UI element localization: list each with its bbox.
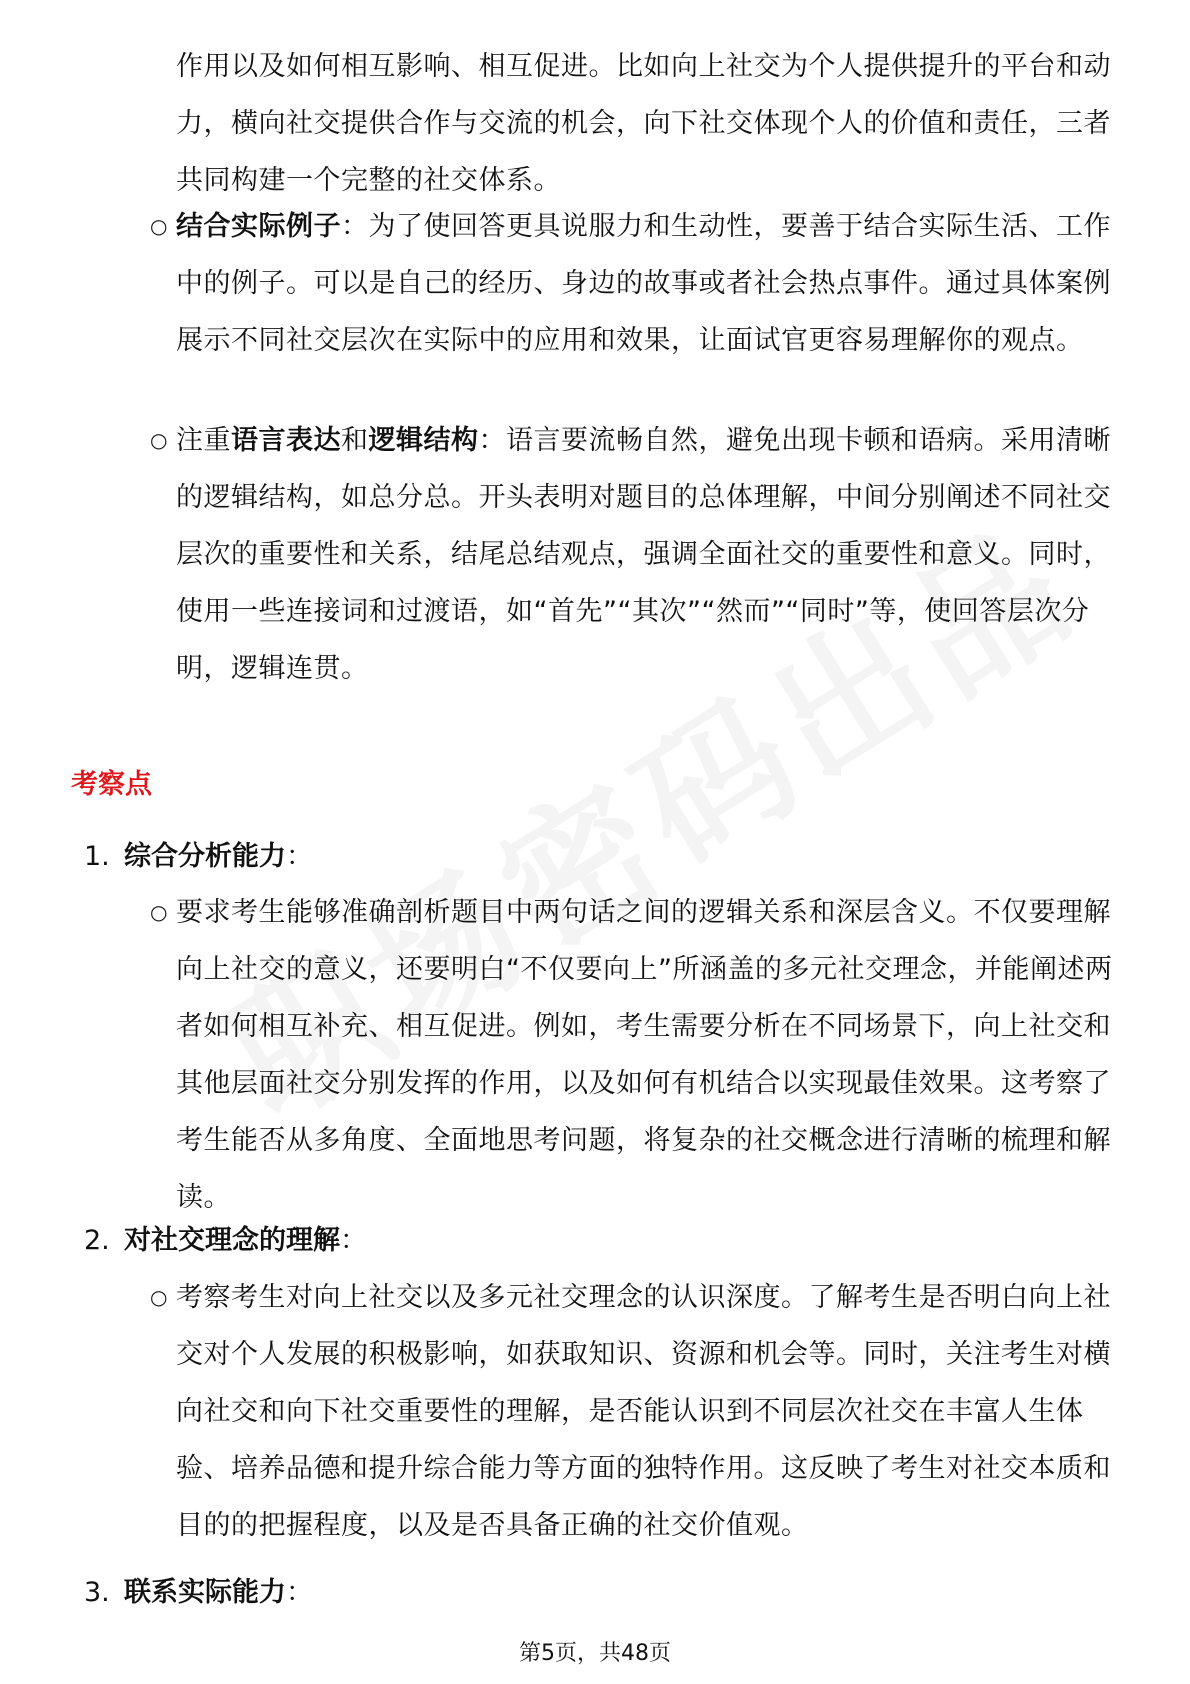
- numbered-item-body: 要求考生能够准确剖析题目中两句话之间的逻辑关系和深层含义。不仅要理解向上社交的意义，还要明白“不仅要向上”所涵盖的多元社交理念，并能阐述两者如何相互补充、相互促进。例如，考生需要分析在不同场景下，向上社交和其他层面社交分别发挥的作用，以及如何有机结合以实现最佳效果。这考察了考生能否从多角度、全面地思考问题，将复杂的社交概念进行清晰的梳理和解读。: [176, 897, 1113, 1213]
- bullet-circle-icon: ○: [150, 214, 168, 238]
- bullet-paragraph: 结合实际例子：为了使回答更具说服力和生动性，要善于结合实际生活、工作中的例子。可以是自己的经历、身边的故事或者社会热点事件。通过具体案例展示不同社交层次在实际中的应用和效果，让面试官更容易理解你的观点。: [176, 211, 1111, 356]
- bullet-paragraph: 注重语言表达和逻辑结构：语言要流畅自然，避免出现卡顿和语病。采用清晰的逻辑结构，如总分总。开头表明对题目的总体理解，中间分别阐述不同社交层次的重要性和关系，结尾总结观点，强调全面社交的重要性和意义。同时，使用一些连接词和过渡语，如“首先”“其次”“然而”“同时”等，使回答层次分明，逻辑连贯。: [176, 425, 1111, 684]
- page-number: 第5页，共48页: [519, 1641, 671, 1666]
- numbered-item-body: 考察考生对向上社交以及多元社交理念的认识深度。了解考生是否明白向上社交对个人发展的积极影响，如获取知识、资源和机会等。同时，关注考生对横向社交和向下社交重要性的理解，是否能认识到不同层次社交在丰富人生体验、培养品德和提升综合能力等方面的独特作用。这反映了考生对社交本质和目的的把握程度，以及是否具备正确的社交价值观。: [176, 1282, 1111, 1541]
- bullet-circle-icon: ○: [150, 900, 168, 924]
- intro-paragraph: 作用以及如何相互影响、相互促进。比如向上社交为个人提供提升的平台和动力，横向社交提供合作与交流的机会，向下社交体现个人的价值和责任，三者共同构建一个完整的社交体系。: [176, 51, 1111, 196]
- bullet-circle-icon: ○: [150, 428, 168, 452]
- section-heading: 考察点: [71, 769, 152, 800]
- numbered-item-title: 1. 综合分析能力：: [84, 841, 313, 872]
- numbered-item-title: 2. 对社交理念的理解：: [84, 1225, 367, 1256]
- numbered-item-title: 3. 联系实际能力：: [84, 1577, 313, 1608]
- bullet-circle-icon: ○: [150, 1285, 168, 1309]
